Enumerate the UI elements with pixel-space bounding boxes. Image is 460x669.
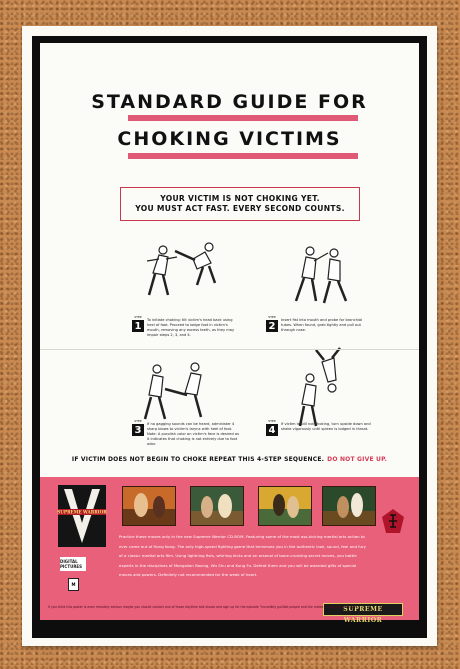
emblem-logo — [378, 507, 408, 535]
alert-box — [120, 187, 360, 221]
small-print: If you think this poster is even remotely serious maybe you should contact one of those daytime talk shows and sign up for the episode "Incredibly gullible people and the mates who sponge off them." — [48, 605, 360, 609]
step-4 — [266, 419, 376, 449]
step-3 — [132, 419, 242, 449]
poster-sheet — [22, 26, 437, 646]
screenshot-4 — [322, 486, 376, 526]
game-box-art — [58, 485, 106, 547]
ad-panel — [40, 477, 419, 624]
screenshot-3 — [258, 486, 312, 526]
repeat-text: IF VICTIM DOES NOT BEGIN TO CHOKE REPEAT THIS 4-STEP SEQUENCE. — [71, 456, 325, 463]
poster-title-line2: CHOKING VICTIMS — [117, 128, 342, 150]
screenshot-2 — [190, 486, 244, 526]
supreme-warrior-logo: SUPREME WARRIOR — [323, 603, 403, 616]
repeat-emphasis: DO NOT GIVE UP. — [327, 456, 388, 463]
step-2 — [266, 315, 376, 345]
step1-illustration — [135, 233, 225, 313]
box-title: SUPREME WARRIOR — [57, 509, 107, 515]
ad-body-text: Practice these moves only in the new Supreme Warrior CD-ROM. Featuring some of the most ass-kicking martial arts action to ever come out of Hong Kong. The only high-speed fighting game that immerses you in the authentic look, sound, feel and fury of a classic martial arts film. Using lightning fists, whirling kicks and an arsenal of bone-crushing secret moves, you battle experts in the disciplines of Mongolian Boxing, Wu Shu and Kung Fu. Defeat them and you will be awarded gifts of special moves and powers. Definitely not recommended for the weak of heart. — [119, 534, 366, 577]
step1-number: 1 — [132, 320, 144, 332]
step2-number: 2 — [266, 320, 278, 332]
step3-text: If no gagging sounds can be heard, administer 4 sharp blows to victim's larynx with heel of foot. Note: A purplish color on victim's face is desired as it indicates that choking is not entirely due to foot odor. — [147, 422, 239, 446]
digital-pictures-logo: DIGITAL PICTURES — [60, 557, 86, 571]
step2-text: Insert fist into mouth and probe for bronchial tubes. When found, grab tightly and pull out through nose. — [281, 318, 363, 332]
step3-label: STEP — [134, 419, 142, 423]
poster-title-line1: STANDARD GUIDE FOR — [91, 91, 368, 113]
step3-number: 3 — [132, 424, 144, 436]
rating-badge: M — [68, 578, 79, 591]
poster-frame — [32, 36, 427, 638]
fold-line — [40, 349, 419, 350]
title-divider-bottom — [128, 153, 358, 159]
step2-label: STEP — [268, 315, 276, 319]
step4-text: If victim is still not choking, turn upside down and shake vigorously until spleen is lodged in throat. — [281, 422, 371, 431]
poster-content — [40, 43, 419, 624]
repeat-instruction — [40, 456, 419, 463]
step2-illustration — [288, 241, 368, 321]
screenshot-1 — [122, 486, 176, 526]
title-divider-top — [128, 115, 358, 121]
alert-line1: YOUR VICTIM IS NOT CHOKING YET. — [160, 194, 320, 203]
alert-line2: YOU MUST ACT FAST. EVERY SECOND COUNTS. — [135, 204, 345, 213]
step1-label: STEP — [134, 315, 142, 319]
step-1 — [132, 315, 242, 345]
step4-number: 4 — [266, 424, 278, 436]
step1-text: To initiate choking: tilt victim's head back using heel of foot. Proceed to lodge foot in victim's mouth, removing any excess teeth, as they may impair steps 2, 3, and 4. — [147, 318, 235, 337]
step4-label: STEP — [268, 419, 276, 423]
